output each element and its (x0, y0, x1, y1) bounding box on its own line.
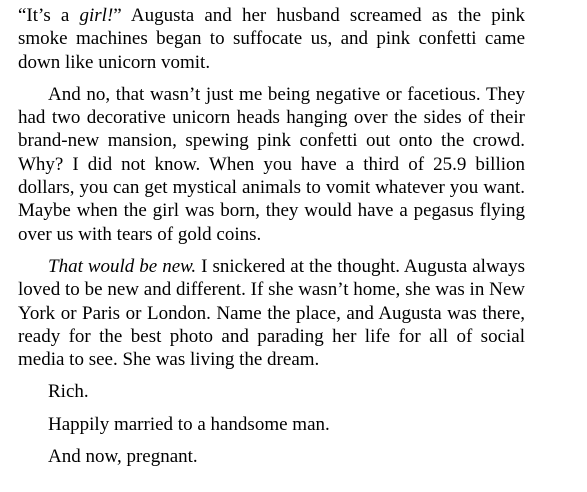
paragraph-2 (18, 83, 525, 246)
text-segment: Happily married to a handsome man. (48, 413, 330, 435)
text-segment: And now, pregnant. (48, 446, 198, 468)
text-segment: And no, that wasn’t just me being negative or facetious. They had two decorative unicorn heads hanging over the sides of their brand-new mansion, spewing pink confetti out onto the crowd. Why? I did not know. When you have a third of 25.9 billion dollars, you can get mystical animals to vomit whatever you want. Maybe when the girl was born, they would have a pegasus flying over us with tears of gold coins. (18, 83, 525, 245)
paragraph-5 (18, 413, 525, 436)
text-segment-italic: girl! (79, 5, 114, 26)
text-segment-italic: That would be new. (48, 255, 197, 277)
paragraph-6 (18, 445, 525, 468)
text-segment: ” Augusta and her husband screamed as the pink smoke machines began to suffocate us, and pink confetti came down like unicorn vomit. (18, 5, 525, 73)
paragraph-3 (18, 255, 525, 371)
text-segment: Rich. (48, 381, 89, 403)
paragraph-4 (18, 380, 525, 403)
paragraph-1 (18, 4, 525, 74)
text-segment: “It’s a (18, 5, 80, 26)
text-segment: I snickered at the thought. Augusta always loved to be new and different. If she wasn’t home, she was in New York or Paris or London. Name the place, and Augusta was there, ready for the best photo and parading her life for all of social media to see. She was living the dream. (18, 255, 525, 371)
book-page (18, 4, 525, 468)
